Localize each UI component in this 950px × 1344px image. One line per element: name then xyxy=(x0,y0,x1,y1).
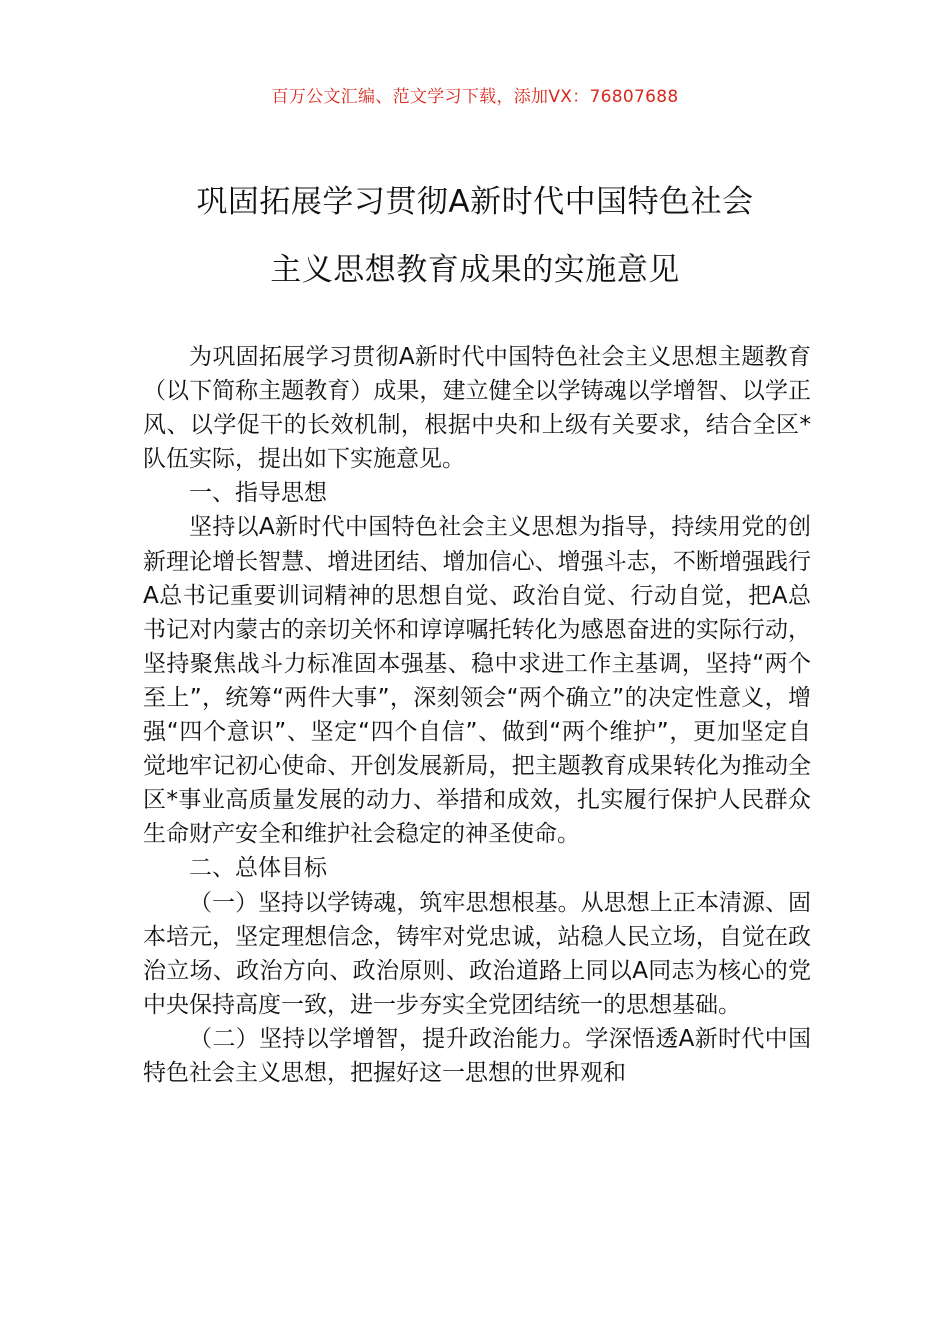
section-heading-guiding-thought: 一、指导思想 xyxy=(189,480,327,507)
section-heading-overall-goal: 二、总体目标 xyxy=(189,855,327,882)
body-text xyxy=(143,340,811,1090)
guiding-thought-paragraph: 坚持以A新时代中国特色社会主义思想为指导，持续用党的创新理论增长智慧、增进团结、增加信心、增强斗志，不断增强践行A总书记重要训词精神的思想自觉、政治自觉、行动自觉，把A总书记对内蒙古的亲切关怀和谆谆嘱托转化为感恩奋进的实际行动，坚持聚焦战斗力标准固本强基、稳中求进工作主基调，坚持“两个至上”，统筹“两件大事”，深刻领会“两个确立”的决定性意义，增强“四个意识”、坚定“四个自信”、做到“两个维护”，更加坚定自觉地牢记初心使命、开创发展新局，把主题教育成果转化为推动全区*事业高质量发展的动力、举措和成效，扎实履行保护人民群众生命财产安全和维护社会稳定的神圣使命。 xyxy=(143,514,811,848)
intro-paragraph: 为巩固拓展学习贯彻A新时代中国特色社会主义思想主题教育（以下简称主题教育）成果，建立健全以学铸魂以学增智、以学正风、以学促干的长效机制，根据中央和上级有关要求，结合全区*队伍实际，提出如下实施意见。 xyxy=(143,344,811,473)
title-line-2: 主义思想教育成果的实施意见 xyxy=(270,252,680,288)
title-line-1: 巩固拓展学习贯彻A新时代中国特色社会 xyxy=(196,184,754,220)
goal-item-2-paragraph: （二）坚持以学增智，提升政治能力。学深悟透A新时代中国特色社会主义思想，把握好这一思想的世界观和 xyxy=(143,1025,811,1086)
header-banner: 百万公文汇编、范文学习下载，添加VX：76807688 xyxy=(271,87,679,107)
document-title xyxy=(100,168,850,304)
goal-item-1-paragraph: （一）坚持以学铸魂，筑牢思想根基。从思想上正本清源、固本培元，坚定理想信念，铸牢对党忠诚，站稳人民立场，自觉在政治立场、政治方向、政治原则、政治道路上同以A同志为核心的党中央保持高度一致，进一步夯实全党团结统一的思想基础。 xyxy=(143,889,811,1018)
